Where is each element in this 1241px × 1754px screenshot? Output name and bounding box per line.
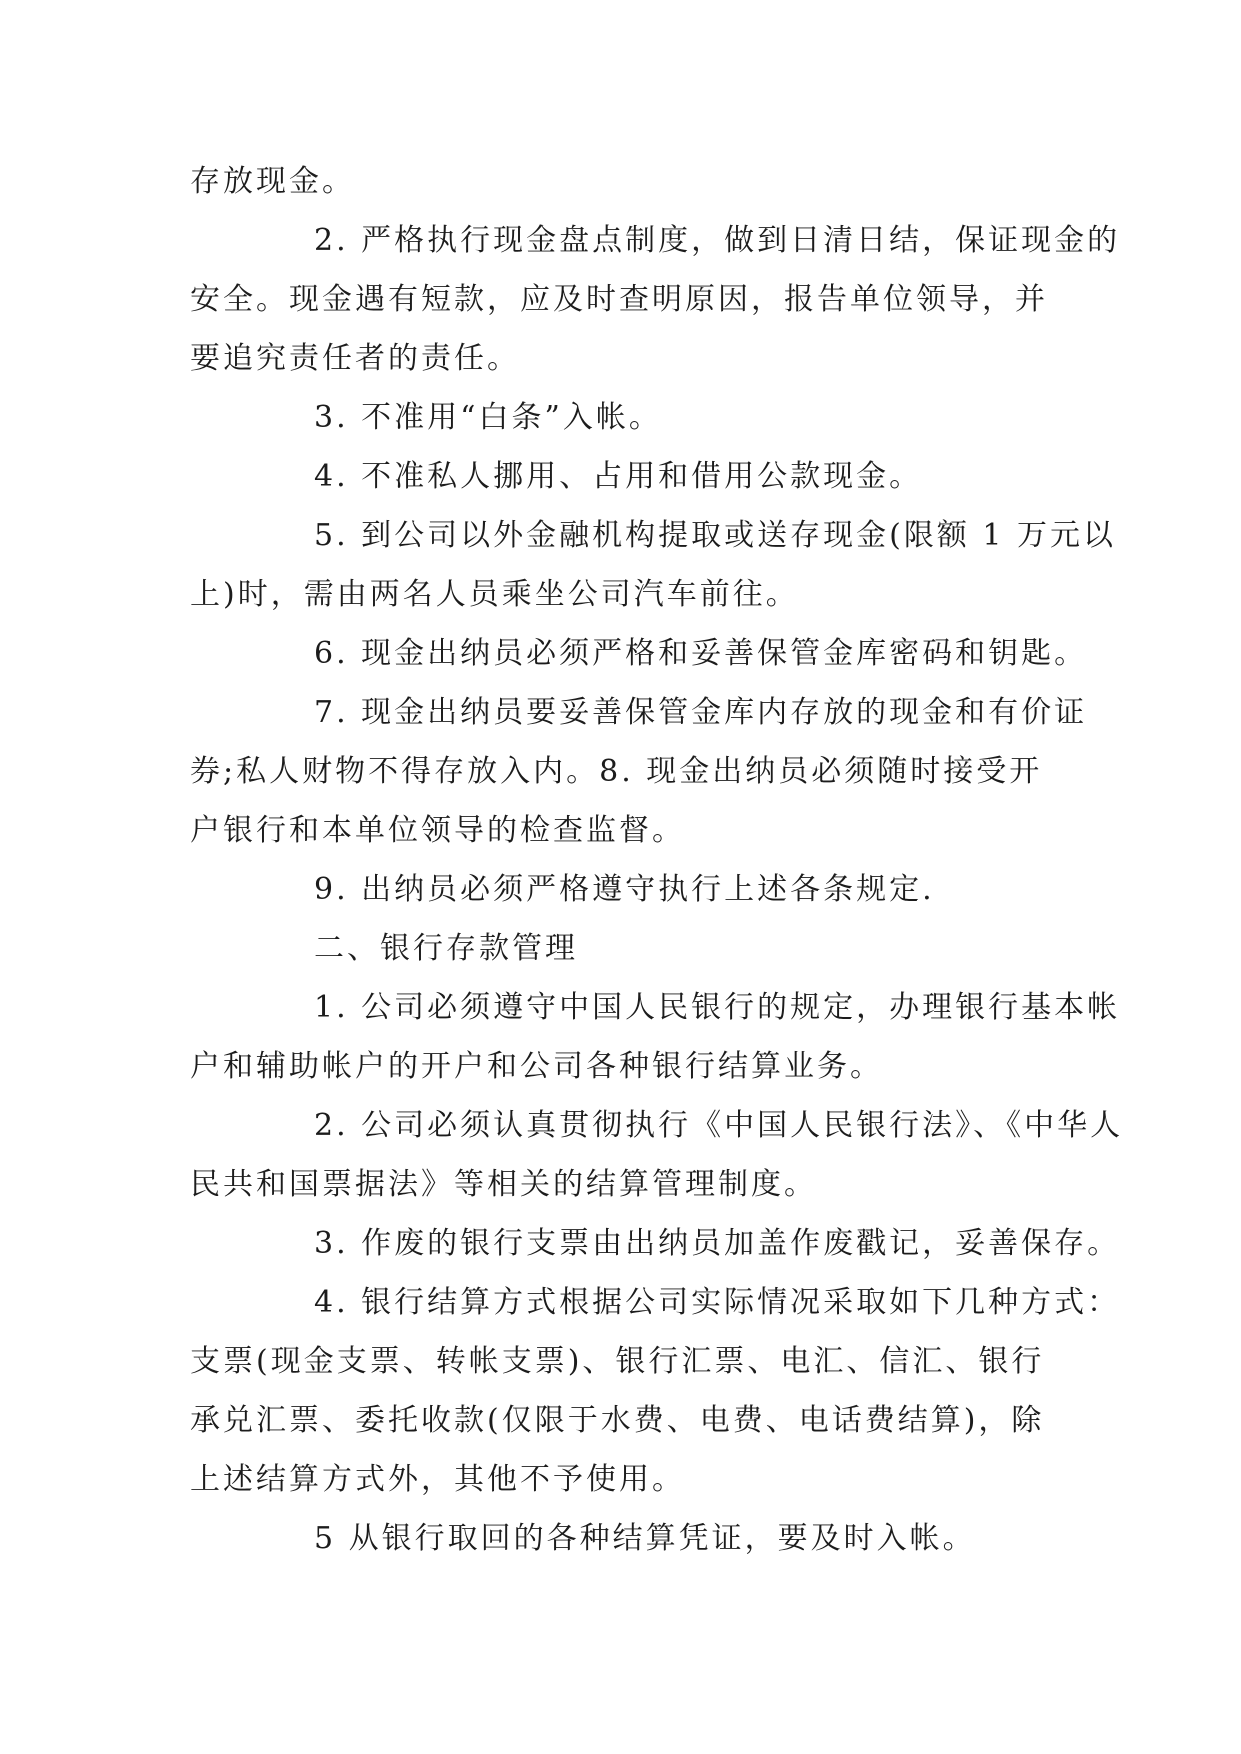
text-line: 户银行和本单位领导的检查监督。: [190, 813, 685, 848]
paragraph: [190, 506, 1117, 624]
text-line: 7. 现金出纳员要妥善保管金库内存放的现金和有价证: [314, 695, 1088, 730]
text-line: 6. 现金出纳员必须严格和妥善保管金库密码和钥匙。: [314, 636, 1088, 671]
text-line: 券;私人财物不得存放入内。8. 现金出纳员必须随时接受开: [190, 754, 1043, 789]
text-line: 上)时，需由两名人员乘坐公司汽车前往。: [190, 577, 799, 612]
text-line: 存放现金。: [190, 164, 355, 199]
text-line: 要追究责任者的责任。: [190, 341, 520, 376]
paragraph: [190, 1096, 1124, 1214]
paragraph: [190, 624, 1088, 683]
text-line: 上述结算方式外，其他不予使用。: [190, 1462, 685, 1497]
text-line: 1. 公司必须遵守中国人民银行的规定，办理银行基本帐: [314, 990, 1121, 1025]
text-line: 4. 银行结算方式根据公司实际情况采取如下几种方式：: [314, 1285, 1121, 1320]
text-line: 3. 作废的银行支票由出纳员加盖作废戳记，妥善保存。: [314, 1226, 1121, 1261]
text-line: 3. 不准用“白条”入帐。: [314, 400, 662, 435]
text-line: 二、银行存款管理: [314, 931, 578, 966]
paragraph: [190, 447, 1050, 506]
text-line: 民共和国票据法》等相关的结算管理制度。: [190, 1167, 817, 1202]
paragraph: [190, 1273, 1121, 1509]
text-line: 户和辅助帐户的开户和公司各种银行结算业务。: [190, 1049, 883, 1084]
text-line: 9. 出纳员必须严格遵守执行上述各条规定.: [314, 872, 935, 907]
paragraph: [190, 1214, 1121, 1273]
paragraph: [190, 1509, 1050, 1568]
paragraph: [190, 152, 1050, 211]
paragraph: [190, 978, 1121, 1096]
text-line: 5. 到公司以外金融机构提取或送存现金(限额 1 万元以: [314, 518, 1117, 553]
text-line: 4. 不准私人挪用、占用和借用公款现金。: [314, 459, 923, 494]
text-line: 5 从银行取回的各种结算凭证，要及时入帐。: [314, 1521, 976, 1556]
text-line: 支票(现金支票、转帐支票)、银行汇票、电汇、信汇、银行: [190, 1344, 1045, 1379]
paragraph: [190, 683, 1088, 860]
text-line: 承兑汇票、委托收款(仅限于水费、电费、电话费结算)，除: [190, 1403, 1045, 1438]
text-line: 2. 公司必须认真贯彻执行《中国人民银行法》、《中华人: [314, 1108, 1124, 1143]
paragraph: [190, 919, 1050, 978]
text-line: 安全。现金遇有短款，应及时查明原因，报告单位领导，并: [190, 282, 1048, 317]
text-line: 2. 严格执行现金盘点制度，做到日清日结，保证现金的: [314, 223, 1121, 258]
paragraph: [190, 388, 1050, 447]
body-text: [190, 152, 1124, 1568]
paragraph: [190, 860, 1050, 919]
paragraph: [190, 211, 1121, 388]
